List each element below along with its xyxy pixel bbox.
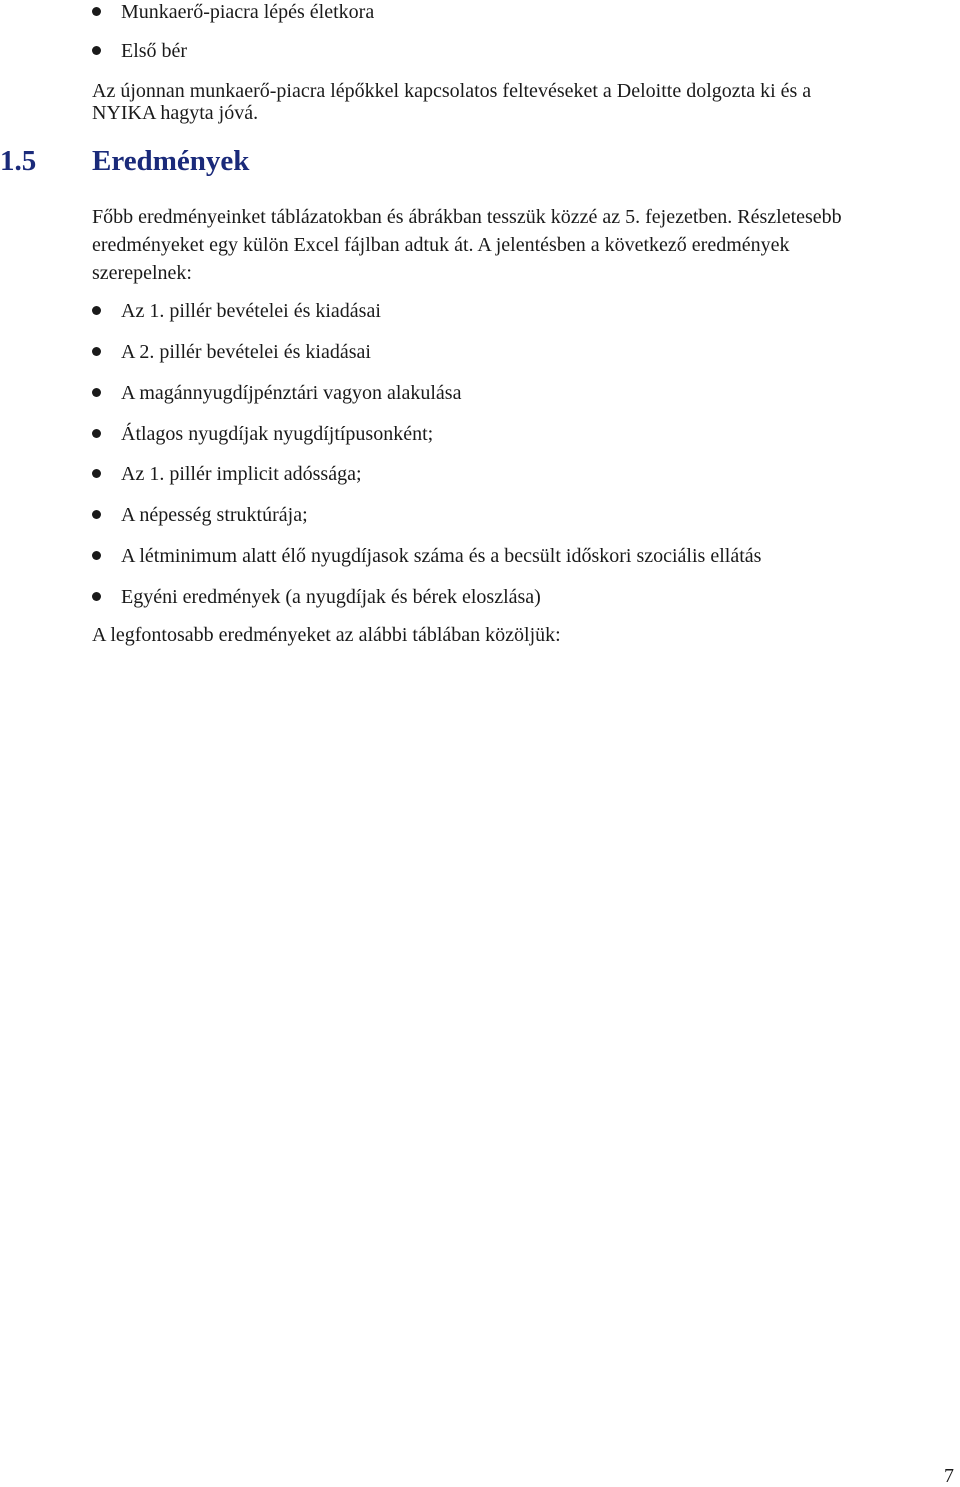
bullet-icon: [92, 388, 101, 397]
bullet-icon: [92, 592, 101, 601]
paragraph-line: Az újonnan munkaerő-piacra lépőkkel kapcsolatos feltevéseket a Deloitte dolgozta ki és a: [92, 80, 812, 102]
list-item-text: A népesség struktúrája;: [121, 504, 308, 526]
list-item-text: A magánnyugdíjpénztári vagyon alakulása: [121, 382, 462, 404]
bullet-icon: [92, 469, 101, 478]
section-title: Eredmények: [92, 145, 250, 177]
section-number: 1.5: [0, 145, 37, 177]
paragraph-line: Főbb eredményeinket táblázatokban és ábrákban tesszük közzé az 5. fejezetben. Részletesebb: [92, 206, 842, 228]
intro-paragraph: [92, 77, 958, 127]
paragraph-line: szerepelnek:: [92, 262, 192, 284]
bullet-icon: [92, 510, 101, 519]
list-item-text: Első bér: [121, 40, 188, 62]
page-number: 7: [944, 1465, 954, 1487]
list-item-text: A 2. pillér bevételei és kiadásai: [121, 341, 371, 363]
bullet-icon: [92, 429, 101, 438]
paragraph-line: NYIKA hagyta jóvá.: [92, 102, 259, 124]
list-item-text: Munkaerő-piacra lépés életkora: [121, 1, 375, 23]
bullet-icon: [92, 551, 101, 560]
bullet-icon: [92, 306, 101, 315]
list-item-text: A létminimum alatt élő nyugdíjasok száma és a becsült időskori szociális ellátás: [121, 545, 762, 567]
closing-paragraph: A legfontosabb eredményeket az alábbi táblában közöljük:: [92, 624, 561, 646]
list-item-text: Az 1. pillér implicit adóssága;: [121, 463, 362, 485]
list-item-text: Egyéni eredmények (a nyugdíjak és bérek eloszlása): [121, 586, 541, 608]
results-paragraph: [92, 203, 958, 287]
paragraph-line: eredményeket egy külön Excel fájlban adtuk át. A jelentésben a következő eredmények: [92, 234, 790, 256]
bullet-icon: [92, 46, 101, 55]
list-item-text: Átlagos nyugdíjak nyugdíjtípusonként;: [121, 423, 434, 445]
bullet-icon: [92, 347, 101, 356]
list-item-text: Az 1. pillér bevételei és kiadásai: [121, 300, 381, 322]
bullet-icon: [92, 7, 101, 16]
